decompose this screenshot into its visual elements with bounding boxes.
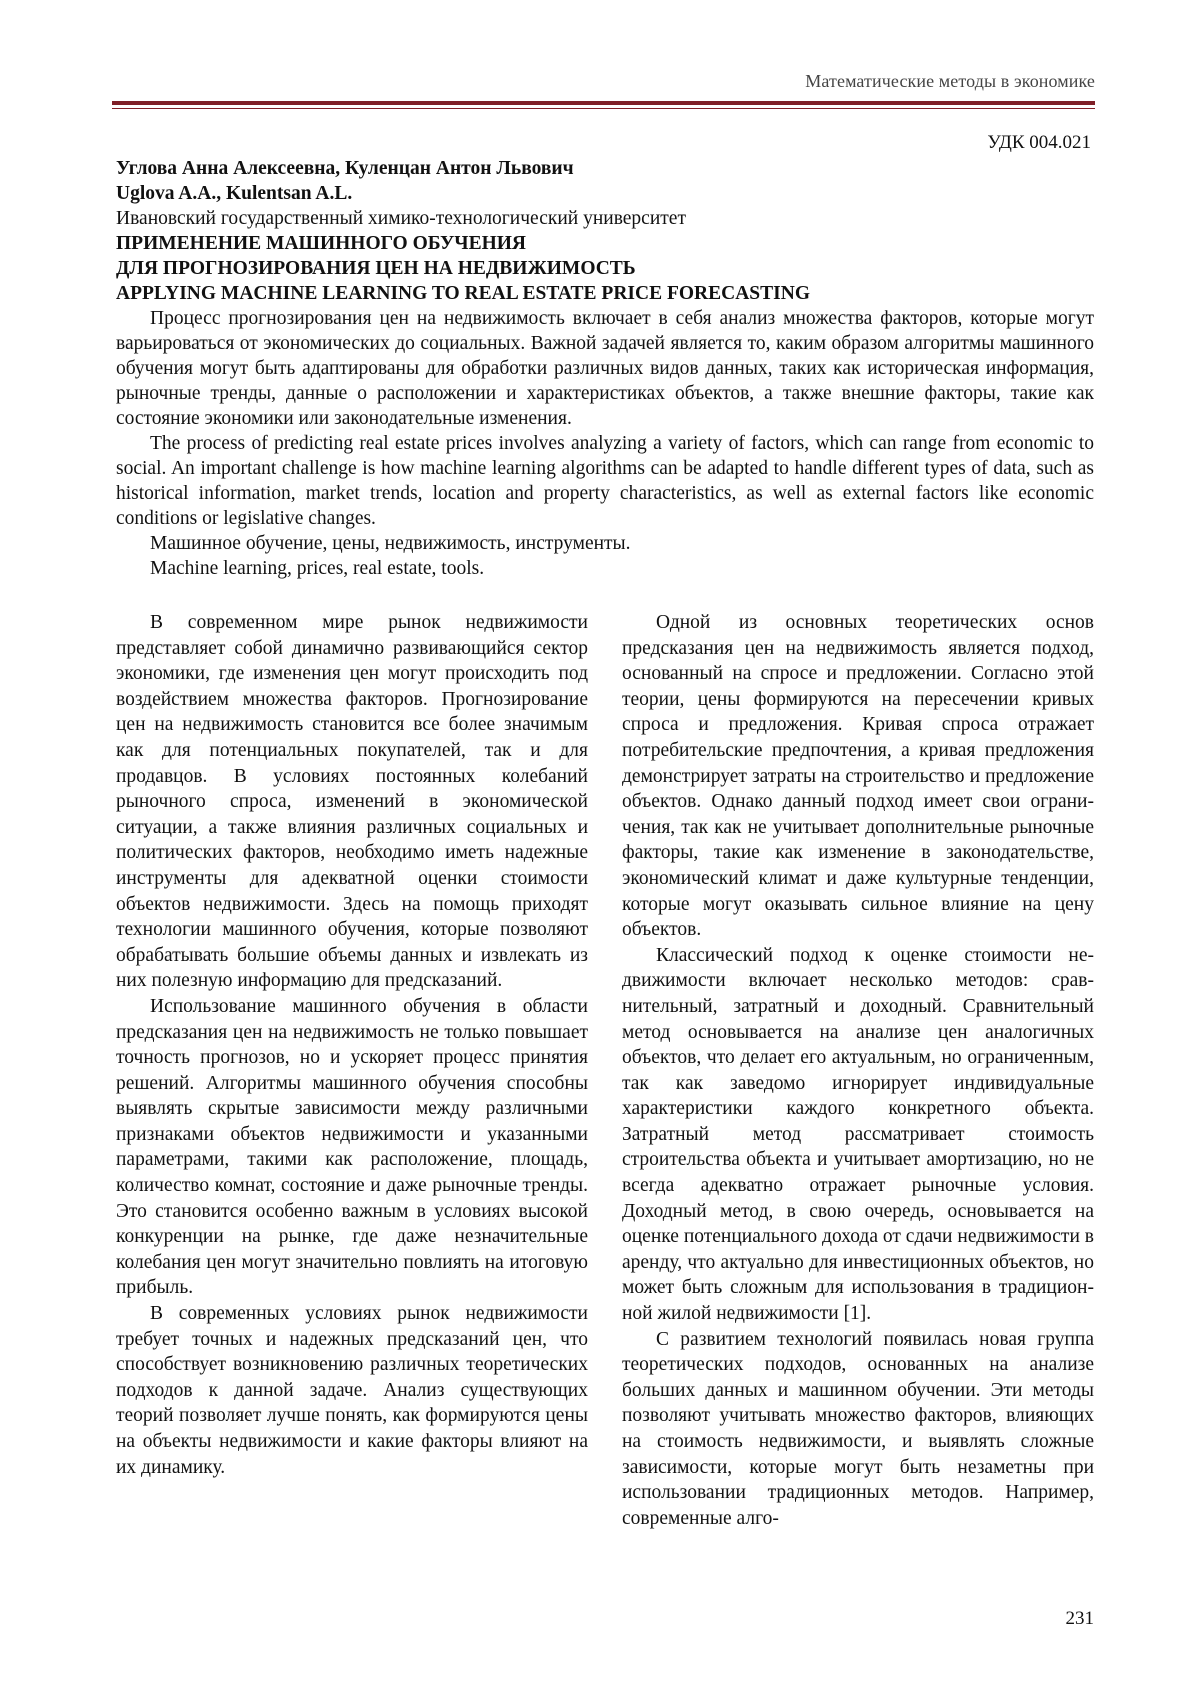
body-columns <box>116 610 1094 1531</box>
left-column <box>116 610 588 1531</box>
title-russian-line-1: ПРИМЕНЕНИЕ МАШИННОГО ОБУЧЕНИЯ <box>116 233 527 254</box>
abstract-english: The process of predicting real estate prices involves analyzing a variety of factors, which can range from economic to social. An important challenge is how machine learning algorithms can be adapted to handle different types of data, such as historical information, market trends, location and property characteristics, as well as external factors like economic conditions or legislative changes. <box>116 433 1094 529</box>
authors-russian: Углова Анна Алексеевна, Куленцан Антон Львович <box>116 158 574 179</box>
body-paragraph: Классический подход к оценке стоимости недвижимости включает несколько методов: сравнительный, затратный и доходный. Сравнительный метод основывается на анализе цен аналогичных объектов, что делает его актуальным, но ограниченным, так как заведомо игнорирует индивидуальные характеристики каждого конкретного объекта. Затратный метод рассматривает стоимость строительства объекта и учитывает амортизацию, но не всегда адекватно отражает рыночные условия. Доходный метод, в свою очередь, основывается на оценке потенциального дохода от сдачи недвижимости в аренду, что актуально для инвестиционных объектов, но может быть сложным для использования в традиционной жилой недвижимости [1]. <box>622 944 1094 1325</box>
article-front-matter <box>116 130 1094 581</box>
page-number: 231 <box>1065 1608 1094 1629</box>
body-paragraph: Одной из основных теоретических основ предсказания цен на недвижимость является подход, основанный на спросе и предложении. Согласно этой теории, цены формируются на пересечении кривых спроса и предложения. Кривая спроса отражает потребительские предпочтения, а кривая предложения демонстрирует затраты на строительство и предложение объектов. Однако данный подход имеет свои ограничения, так как не учитывает дополнительные рыночные факторы, такие как изменение в законодательстве, экономический климат и даже культурные тенденции, которые могут оказывать сильное влияние на цену объектов. <box>622 612 1094 941</box>
keywords-english: Machine learning, prices, real estate, tools. <box>150 558 485 579</box>
header-rule-thick <box>112 101 1095 105</box>
title-russian-line-2: ДЛЯ ПРОГНОЗИРОВАНИЯ ЦЕН НА НЕДВИЖИМОСТЬ <box>116 258 636 279</box>
body-paragraph: Использование машинного обучения в области предсказания цен на недвижимость не только повышает точность прогнозов, но и ускоряет процесс принятия решений. Алгоритмы машинного обучения способны выявлять скрытые зависимости между различными признаками объектов недвижимости и указанными параметрами, такими как расположение, площадь, количество комнат, состояние и даже рыночные тренды. Это становится особенно важным в условиях высокой конкуренции на рынке, где даже незначительные колебания цен могут значительно повлиять на итоговую прибыль. <box>116 995 588 1299</box>
udc-code: УДК 004.021 <box>987 132 1091 153</box>
abstract-russian: Процесс прогнозирования цен на недвижимость включает в себя анализ множества факторов, которые могут варьироваться от экономических до социальных. Важной задачей является то, каким образом алгоритмы машинного обучения могут быть адаптированы для обработки различных видов данных, таких как историческая информация, рыночные тренды, данные о расположении и характеристиках объектов, а также внешние факторы, такие как состояние экономики или законодательные изменения. <box>116 308 1094 429</box>
right-column <box>622 610 1094 1531</box>
keywords-russian: Машинное обучение, цены, недвижимость, инструменты. <box>150 533 631 554</box>
authors-english: Uglova A.A., Kulentsan A.L. <box>116 183 353 204</box>
header-rule-thin <box>112 108 1095 109</box>
affiliation: Ивановский государственный химико-технологический университет <box>116 208 686 229</box>
body-paragraph: В современных условиях рынок недвижимости требует точных и надежных предсказаний цен, что способствует возникновению различных теоретических подходов к данной задаче. Анализ существующих теорий позволяет лучше понять, как формируются цены на объекты недвижимости и какие факторы влияют на их динамику. <box>116 1303 588 1478</box>
body-paragraph: В современном мире рынок недвижимости представляет собой динамично развивающийся сектор экономики, где изменения цен могут происходить под воздействием множества факторов. Прогнозирование цен на недвижимость становится все более значимым как для потенциальных покупателей, так и для продавцов. В условиях постоянных колебаний рыночного спроса, изменений в экономической ситуации, а также влияния различных социальных и политических факторов, необходимо иметь надежные инструменты для адекватной оценки стоимости объектов недвижимости. Здесь на помощь приходят технологии машинного обучения, которые позволяют обрабатывать большие объемы данных и извлекать из них полезную информацию для предсказаний. <box>116 612 588 992</box>
running-head-title: Математические методы в экономике <box>805 71 1095 91</box>
title-english: APPLYING MACHINE LEARNING TO REAL ESTATE PRICE FORECASTING <box>116 283 811 304</box>
body-paragraph: С развитием технологий появилась новая группа теоретических подходов, основанных на анализе больших данных и машинном обучении. Эти методы позволяют учитывать множество факторов, влияющих на стоимость недвижимости, и выявлять сложные зависимости, которые могут быть незаметны при использовании традиционных методов. Например, современные алго- <box>622 1328 1094 1529</box>
